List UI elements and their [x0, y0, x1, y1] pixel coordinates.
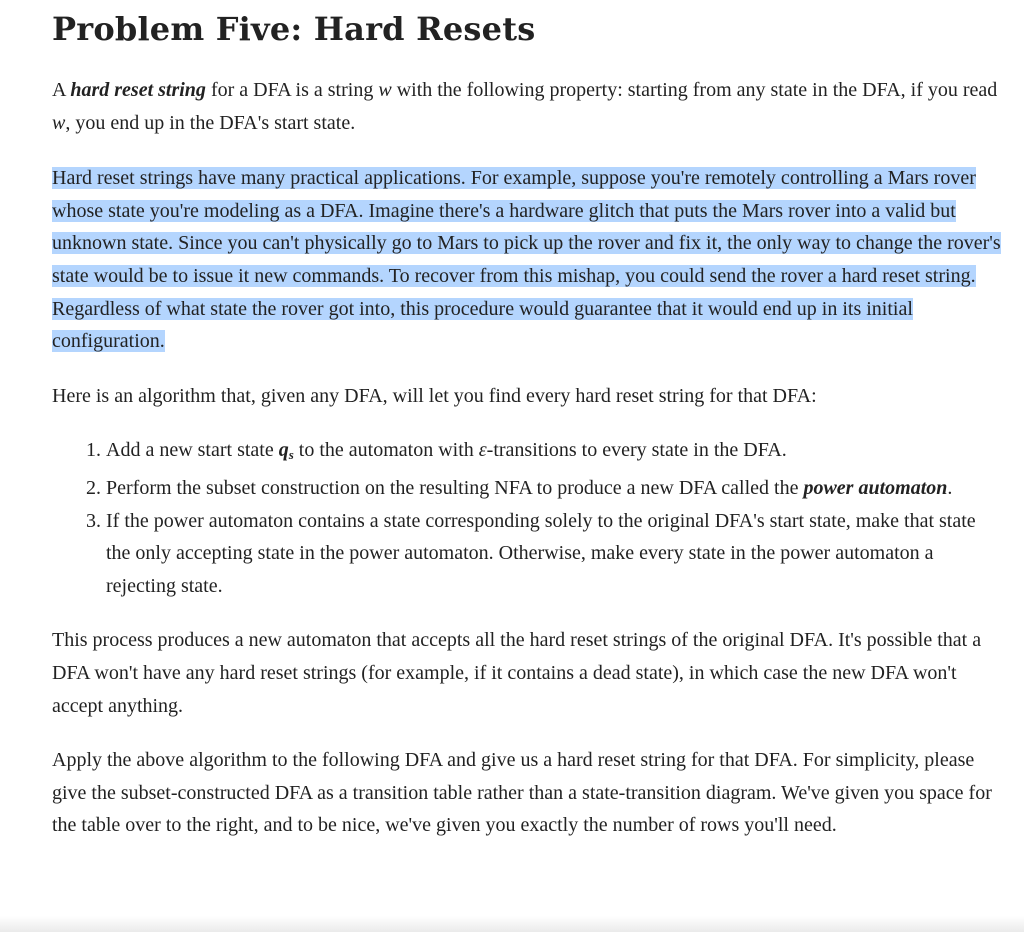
selected-text[interactable]: Hard reset strings have many practical applications. For example, suppose you're remotely controlling a Mars rover whose state you're modeling as a DFA. Imagine there's a hardware glitch that puts the Mars rover into a valid but unknown state. Since you can't physically go to Mars to pick up the rover and fix it, the only way to change the rover's state would be to issue it new commands. To recover from this mishap, you could send the rover a hard reset string. Regardless of what state the rover got into, this procedure would guarantee that it would end up in its initial configuration.: [52, 167, 1001, 353]
step-2-text-b: .: [947, 476, 953, 499]
step-3-text: If the power automaton contains a state corresponding solely to the original DFA's start state, make that state the only accepting state in the power automaton. Otherwise, make every state in the power automaton a rejecting state.: [106, 509, 976, 597]
intro-article: A: [52, 79, 66, 101]
bottom-fade: [0, 916, 1024, 932]
variable-w-2: w: [52, 111, 66, 134]
hard-reset-string-term: hard reset string: [70, 79, 206, 101]
intro-text-1: for a DFA is a string: [210, 79, 374, 101]
step-1-text-b: to the automaton with: [298, 439, 474, 462]
intro-text-3: , you end up in the DFA's start state.: [65, 111, 356, 134]
algorithm-steps: [52, 434, 1004, 602]
epsilon-symbol: ε: [478, 439, 487, 462]
variable-q: [279, 439, 294, 461]
variable-q-letter: q: [278, 439, 289, 462]
page-title: Problem Five: Hard Resets: [52, 10, 536, 48]
list-item: [106, 505, 1004, 603]
intro-text-2: with the following property: starting from any state in the DFA, if you read: [396, 79, 998, 101]
step-1-text-a: Add a new start state: [106, 439, 274, 462]
list-item: [106, 434, 1004, 472]
algorithm-intro: Here is an algorithm that, given any DFA, will let you find every hard reset string for that DFA:: [52, 384, 817, 407]
highlighted-paragraph[interactable]: [52, 162, 1004, 358]
intro-paragraph: [52, 74, 1004, 139]
apply-paragraph: Apply the above algorithm to the following DFA and give us a hard reset string for that DFA. For simplicity, please give the subset-constructed DFA as a transition table rather than a state-transition diagram. We've given you space for the table over to the right, and to be nice, we've given you exactly the number of rows you'll need.: [52, 749, 992, 837]
variable-q-subscript: s: [288, 447, 294, 463]
process-paragraph: This process produces a new automaton that accepts all the hard reset strings of the original DFA. It's possible that a DFA won't have any hard reset strings (for example, if it contains a dead state), in which case the new DFA won't accept anything.: [52, 629, 982, 717]
power-automaton-term: power automaton: [803, 476, 948, 499]
step-1-text-c: -transitions to every state in the DFA.: [486, 439, 787, 462]
list-item: [106, 472, 1004, 505]
variable-w: w: [378, 79, 392, 101]
step-2-text-a: Perform the subset construction on the resulting NFA to produce a new DFA called the: [106, 476, 799, 499]
